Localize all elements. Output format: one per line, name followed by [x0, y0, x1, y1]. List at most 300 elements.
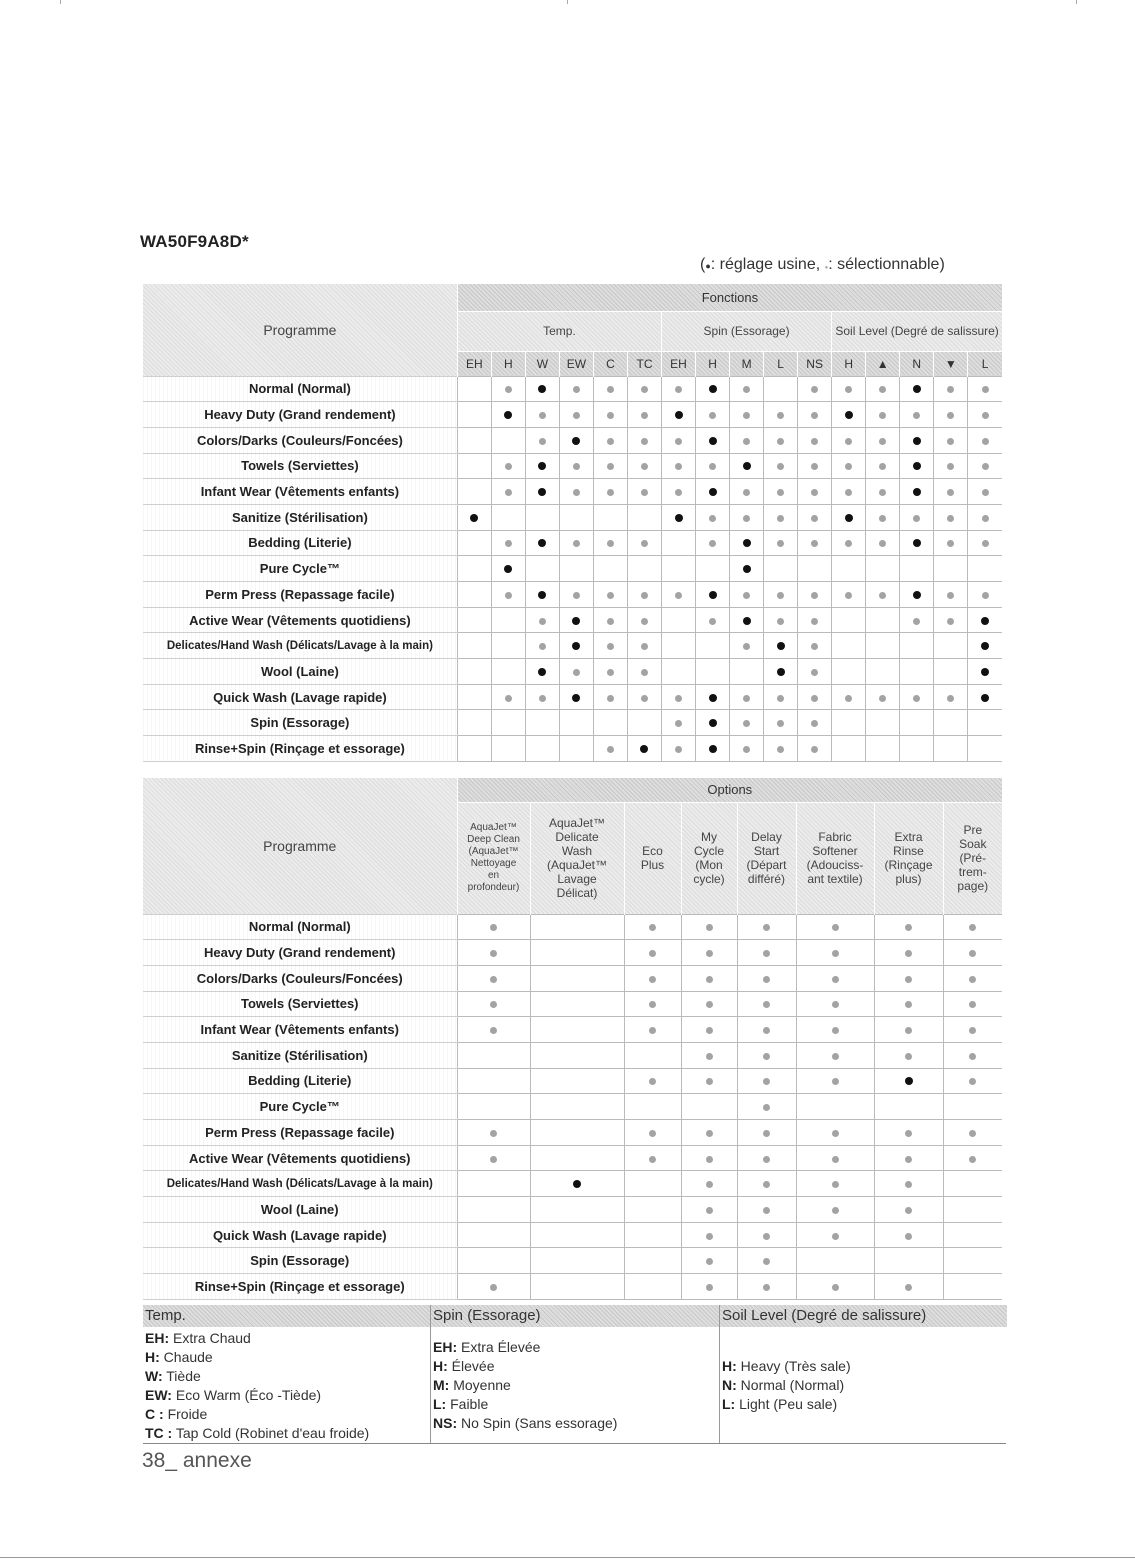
function-cell: [627, 633, 661, 659]
function-cell: [866, 376, 900, 402]
option-header-line: plus): [895, 872, 922, 886]
option-cell: [737, 965, 796, 991]
selectable-dot-icon: [573, 412, 580, 419]
selectable-dot-icon: [706, 1233, 713, 1240]
selectable-dot-icon: [675, 489, 682, 496]
option-cell: [624, 1248, 681, 1274]
option-cell: [624, 1171, 681, 1197]
selectable-dot-icon: [969, 1156, 976, 1163]
selectable-dot-icon: [649, 1078, 656, 1085]
selectable-dot-icon: [607, 489, 614, 496]
selectable-dot-icon: [505, 489, 512, 496]
function-cell: [730, 427, 764, 453]
option-cell: [681, 1120, 737, 1146]
option-header-line: Wash: [561, 844, 593, 858]
selectable-dot-icon: [706, 1053, 713, 1060]
function-cell: [559, 659, 593, 685]
selectable-dot-icon: [607, 746, 614, 753]
selectable-dot-icon: [811, 386, 818, 393]
selectable-dot-icon: [832, 1053, 839, 1060]
factory-setting-dot-icon: [981, 617, 989, 625]
function-cell: [525, 427, 559, 453]
functions-body: [143, 376, 1002, 761]
function-cell: [696, 607, 730, 633]
function-cell: [627, 556, 661, 582]
option-cell: [796, 1145, 874, 1171]
option-cell: [457, 1222, 530, 1248]
selectable-dot-icon: [832, 1078, 839, 1085]
definition-item: [722, 1357, 1007, 1376]
definition-item: [722, 1376, 1007, 1395]
selectable-dot-icon: [763, 1053, 770, 1060]
function-cell: [900, 582, 934, 608]
option-cell: [681, 1274, 737, 1300]
spin-definitions-title: Spin (Essorage): [431, 1305, 720, 1327]
function-cell: [627, 453, 661, 479]
option-header-line: (AquaJet™: [546, 858, 608, 872]
function-cell: [525, 684, 559, 710]
function-cell: [627, 710, 661, 736]
selectable-dot-icon: [649, 1027, 656, 1034]
function-cell: [525, 402, 559, 428]
selectable-dot-icon: [982, 592, 989, 599]
selectable-dot-icon: [879, 515, 886, 522]
definition-code: NS:: [433, 1415, 458, 1431]
option-cell: [457, 1274, 530, 1300]
function-cell: [764, 402, 798, 428]
options-table: [143, 778, 1002, 1300]
function-cell: [730, 453, 764, 479]
function-cell: [968, 710, 1002, 736]
options-header: Options: [457, 778, 1002, 802]
function-cell: [662, 479, 696, 505]
function-cell: [968, 453, 1002, 479]
definition-code: C :: [145, 1406, 164, 1422]
selectable-dot-icon: [743, 489, 750, 496]
option-cell: [796, 1274, 874, 1300]
definition-code: TC :: [145, 1425, 173, 1441]
selectable-dot-icon: [969, 924, 976, 931]
function-cell: [627, 736, 661, 762]
function-cell: [491, 504, 525, 530]
page-title: WA50F9A8D*: [140, 232, 249, 251]
function-cell: [662, 556, 696, 582]
function-cell: [832, 582, 866, 608]
function-cell: [730, 530, 764, 556]
function-cell: [968, 530, 1002, 556]
selectable-dot-icon: [879, 489, 886, 496]
function-cell: [798, 633, 832, 659]
table-row: [143, 427, 1002, 453]
option-cell: [874, 1197, 943, 1223]
selectable-dot-icon: [573, 463, 580, 470]
function-cell: [764, 453, 798, 479]
option-cell: [624, 991, 681, 1017]
option-cell: [874, 940, 943, 966]
selectable-dot-icon: [743, 386, 750, 393]
function-cell: [593, 659, 627, 685]
function-cell: [730, 504, 764, 530]
option-cell: [737, 1145, 796, 1171]
option-cell: [943, 991, 1002, 1017]
selectable-dot-icon: [832, 1284, 839, 1291]
function-cell: [525, 376, 559, 402]
programme-name: Perm Press (Repassage facile): [143, 582, 457, 608]
selectable-dot-icon: [641, 643, 648, 650]
option-cell: [737, 1197, 796, 1223]
function-cell: [832, 376, 866, 402]
definition-text: Heavy (Très sale): [740, 1358, 851, 1374]
function-cell: [900, 453, 934, 479]
option-cell: [681, 1068, 737, 1094]
selectable-dot-icon: [607, 592, 614, 599]
selectable-dot-icon: [879, 695, 886, 702]
selectable-dot-icon: [879, 463, 886, 470]
programme-name: Heavy Duty (Grand rendement): [143, 940, 457, 966]
table-row: [143, 940, 1002, 966]
function-cell: [934, 556, 968, 582]
function-cell: [968, 684, 1002, 710]
function-cell: [696, 427, 730, 453]
function-cell: [662, 402, 696, 428]
definition-text: Extra Chaud: [173, 1330, 251, 1346]
programme-name: Heavy Duty (Grand rendement): [143, 402, 457, 428]
function-cell: [798, 504, 832, 530]
selectable-dot-icon: [539, 695, 546, 702]
option-cell: [457, 1171, 530, 1197]
factory-setting-dot-icon: [538, 539, 546, 547]
function-column-header: M: [730, 351, 764, 376]
option-header-line: (Départ: [746, 858, 787, 872]
function-cell: [525, 736, 559, 762]
selectable-dot-icon: [743, 720, 750, 727]
option-cell: [681, 914, 737, 940]
function-cell: [559, 376, 593, 402]
selectable-dot-icon: [832, 1001, 839, 1008]
function-cell: [491, 479, 525, 505]
factory-setting-dot-icon: [709, 591, 717, 599]
selectable-dot-icon: [490, 1027, 497, 1034]
page-footer: [142, 1449, 252, 1473]
function-cell: [662, 710, 696, 736]
option-cell: [943, 965, 1002, 991]
option-header-line: Plus: [640, 858, 665, 872]
factory-setting-dot-icon: [640, 745, 648, 753]
programme-name: Colors/Darks (Couleurs/Foncées): [143, 965, 457, 991]
selectable-dot-icon: [845, 695, 852, 702]
programme-name: Infant Wear (Vêtements enfants): [143, 479, 457, 505]
option-cell: [796, 965, 874, 991]
function-cell: [491, 453, 525, 479]
definition-text: Normal (Normal): [740, 1377, 845, 1393]
selectable-dot-icon: [675, 592, 682, 599]
programme-header: Programme: [143, 284, 457, 376]
programme-name: Sanitize (Stérilisation): [143, 1042, 457, 1068]
function-cell: [593, 582, 627, 608]
table-row: [143, 402, 1002, 428]
selectable-dot-icon: [969, 1078, 976, 1085]
option-cell: [874, 1248, 943, 1274]
option-cell: [681, 1094, 737, 1120]
function-cell: [593, 736, 627, 762]
function-cell: [559, 453, 593, 479]
option-header-line: Nettoyage: [470, 858, 517, 869]
function-cell: [593, 376, 627, 402]
function-cell: [457, 402, 491, 428]
factory-setting-dot-icon: [573, 1180, 581, 1188]
function-cell: [968, 736, 1002, 762]
option-header-line: Soak: [959, 837, 987, 851]
selectable-dot-icon: [649, 1130, 656, 1137]
function-cell: [730, 556, 764, 582]
option-cell: [681, 1197, 737, 1223]
option-column-header: [874, 802, 943, 914]
option-cell: [874, 965, 943, 991]
function-cell: [934, 659, 968, 685]
selectable-dot-icon: [763, 976, 770, 983]
function-cell: [900, 556, 934, 582]
function-cell: [832, 530, 866, 556]
function-cell: [832, 402, 866, 428]
selectable-dot-icon: [832, 1207, 839, 1214]
option-cell: [737, 1274, 796, 1300]
bottom-rule: [0, 1557, 1135, 1558]
function-column-header: ▲: [866, 351, 900, 376]
selectable-dot-icon: [763, 1001, 770, 1008]
selectable-dot-icon: [743, 695, 750, 702]
function-cell: [866, 633, 900, 659]
selectable-dot-icon: [982, 489, 989, 496]
function-group-header: Soil Level (Degré de salissure): [832, 311, 1002, 351]
selectable-dot-icon: [743, 592, 750, 599]
selectable-dot-icon: [649, 950, 656, 957]
selectable-dot-icon: [607, 412, 614, 419]
function-cell: [559, 607, 593, 633]
option-cell: [796, 1171, 874, 1197]
table-row: [143, 914, 1002, 940]
definition-item: [433, 1338, 720, 1357]
factory-setting-dot-icon: [743, 539, 751, 547]
function-cell: [900, 710, 934, 736]
function-cell: [934, 710, 968, 736]
option-cell: [943, 914, 1002, 940]
function-cell: [764, 530, 798, 556]
function-cell: [730, 402, 764, 428]
function-cell: [866, 479, 900, 505]
selectable-dot-icon: [777, 746, 784, 753]
function-cell: [798, 556, 832, 582]
option-cell: [530, 1274, 624, 1300]
factory-setting-dot-icon: [845, 411, 853, 419]
function-cell: [662, 376, 696, 402]
function-cell: [832, 684, 866, 710]
selectable-dot-icon: [811, 515, 818, 522]
function-cell: [696, 479, 730, 505]
factory-setting-dot-icon: [572, 437, 580, 445]
factory-setting-dot-icon: [981, 642, 989, 650]
selectable-dot-icon: [607, 695, 614, 702]
option-cell: [737, 1222, 796, 1248]
function-cell: [968, 633, 1002, 659]
selectable-dot-icon: [573, 592, 580, 599]
definition-item: [145, 1424, 430, 1443]
selectable-dot-icon: [905, 1027, 912, 1034]
function-cell: [491, 633, 525, 659]
option-cell: [874, 1120, 943, 1146]
table-row: [143, 1017, 1002, 1043]
function-cell: [593, 684, 627, 710]
selectable-dot-icon: [905, 1156, 912, 1163]
selectable-dot-icon: [607, 618, 614, 625]
option-cell: [530, 1248, 624, 1274]
function-cell: [866, 736, 900, 762]
function-cell: [968, 504, 1002, 530]
function-cell: [457, 736, 491, 762]
option-header-line: Fabric: [818, 830, 852, 844]
option-header-line: (Mon: [695, 858, 723, 872]
option-cell: [530, 914, 624, 940]
factory-setting-dot-icon: [504, 411, 512, 419]
option-header-line: Extra: [894, 830, 923, 844]
selectable-dot-icon: [539, 643, 546, 650]
table-row: [143, 633, 1002, 659]
option-header-line: Deep Clean: [467, 834, 520, 845]
definition-text: Tiède: [166, 1368, 201, 1384]
function-cell: [900, 402, 934, 428]
factory-setting-dot-icon: [709, 437, 717, 445]
option-cell: [457, 1197, 530, 1223]
function-cell: [798, 582, 832, 608]
legend: [700, 256, 945, 274]
option-header-line: Eco: [642, 844, 663, 858]
function-cell: [525, 504, 559, 530]
function-cell: [491, 736, 525, 762]
function-cell: [457, 530, 491, 556]
function-cell: [627, 376, 661, 402]
programme-name: Colors/Darks (Couleurs/Foncées): [143, 427, 457, 453]
factory-setting-dot-icon: [709, 488, 717, 496]
selectable-dot-icon: [947, 438, 954, 445]
selectable-dot-icon: [777, 515, 784, 522]
selectable-dot-icon: [763, 1258, 770, 1265]
function-cell: [832, 710, 866, 736]
selectable-dot-icon: [969, 1001, 976, 1008]
selectable-dot-icon: [706, 924, 713, 931]
function-cell: [764, 504, 798, 530]
option-cell: [874, 914, 943, 940]
option-header-line: (Adouciss-: [806, 858, 864, 872]
factory-setting-dot-icon: [777, 668, 785, 676]
option-cell: [681, 940, 737, 966]
selectable-dot-icon: [505, 592, 512, 599]
function-cell: [866, 504, 900, 530]
option-cell: [796, 1017, 874, 1043]
function-cell: [764, 607, 798, 633]
definition-text: Élevée: [451, 1358, 495, 1374]
function-cell: [593, 453, 627, 479]
selectable-dot-icon: [675, 720, 682, 727]
function-cell: [968, 556, 1002, 582]
function-cell: [832, 479, 866, 505]
selectable-dot-icon: [743, 412, 750, 419]
selectable-dot-icon: [811, 720, 818, 727]
factory-setting-dot-icon: [572, 642, 580, 650]
factory-setting-dot-icon: [709, 694, 717, 702]
selectable-dot-icon: [845, 592, 852, 599]
selectable-dot-icon: [905, 924, 912, 931]
function-cell: [764, 659, 798, 685]
selectable-dot-icon: [706, 1284, 713, 1291]
function-column-header: L: [968, 351, 1002, 376]
function-cell: [764, 684, 798, 710]
selectable-dot-icon: [947, 618, 954, 625]
function-cell: [559, 556, 593, 582]
option-cell: [737, 1120, 796, 1146]
function-cell: [866, 659, 900, 685]
function-cell: [525, 479, 559, 505]
selectable-dot-icon: [777, 720, 784, 727]
table-row: [143, 504, 1002, 530]
option-cell: [457, 965, 530, 991]
programme-name: Quick Wash (Lavage rapide): [143, 1222, 457, 1248]
function-cell: [696, 659, 730, 685]
selectable-dot-icon: [845, 489, 852, 496]
function-cell: [798, 453, 832, 479]
selectable-dot-icon: [641, 618, 648, 625]
option-cell: [530, 1094, 624, 1120]
factory-setting-dot-icon: [538, 488, 546, 496]
option-cell: [530, 1197, 624, 1223]
option-header-line: AquaJet™: [470, 822, 517, 833]
table-row: [143, 1222, 1002, 1248]
option-cell: [796, 1248, 874, 1274]
definition-item: [722, 1395, 1007, 1414]
function-cell: [593, 607, 627, 633]
programme-name: Rinse+Spin (Rinçage et essorage): [143, 736, 457, 762]
function-cell: [900, 530, 934, 556]
function-cell: [866, 402, 900, 428]
selectable-dot-icon: [607, 669, 614, 676]
function-cell: [662, 633, 696, 659]
selectable-dot-icon: [706, 1207, 713, 1214]
selectable-dot-icon: [649, 976, 656, 983]
option-cell: [681, 1017, 737, 1043]
spin-definitions: [430, 1305, 720, 1443]
selectable-dot-icon: [879, 540, 886, 547]
soil-definitions: [719, 1305, 1007, 1443]
table-row: [143, 1197, 1002, 1223]
option-header-line: My: [701, 830, 717, 844]
function-cell: [662, 607, 696, 633]
function-cell: [696, 504, 730, 530]
function-cell: [730, 659, 764, 685]
selectable-dot-icon: [743, 515, 750, 522]
option-cell: [874, 1017, 943, 1043]
definition-code: H:: [722, 1358, 737, 1374]
function-cell: [662, 530, 696, 556]
selectable-dot-icon: [777, 489, 784, 496]
selectable-dot-icon: [905, 950, 912, 957]
function-column-header: TC: [627, 351, 661, 376]
function-cell: [798, 659, 832, 685]
option-cell: [457, 1248, 530, 1274]
function-cell: [730, 710, 764, 736]
table-row: [143, 1171, 1002, 1197]
selectable-dot-icon: [607, 438, 614, 445]
option-cell: [796, 1197, 874, 1223]
selectable-dot-icon: [845, 438, 852, 445]
factory-setting-dot-icon: [572, 694, 580, 702]
